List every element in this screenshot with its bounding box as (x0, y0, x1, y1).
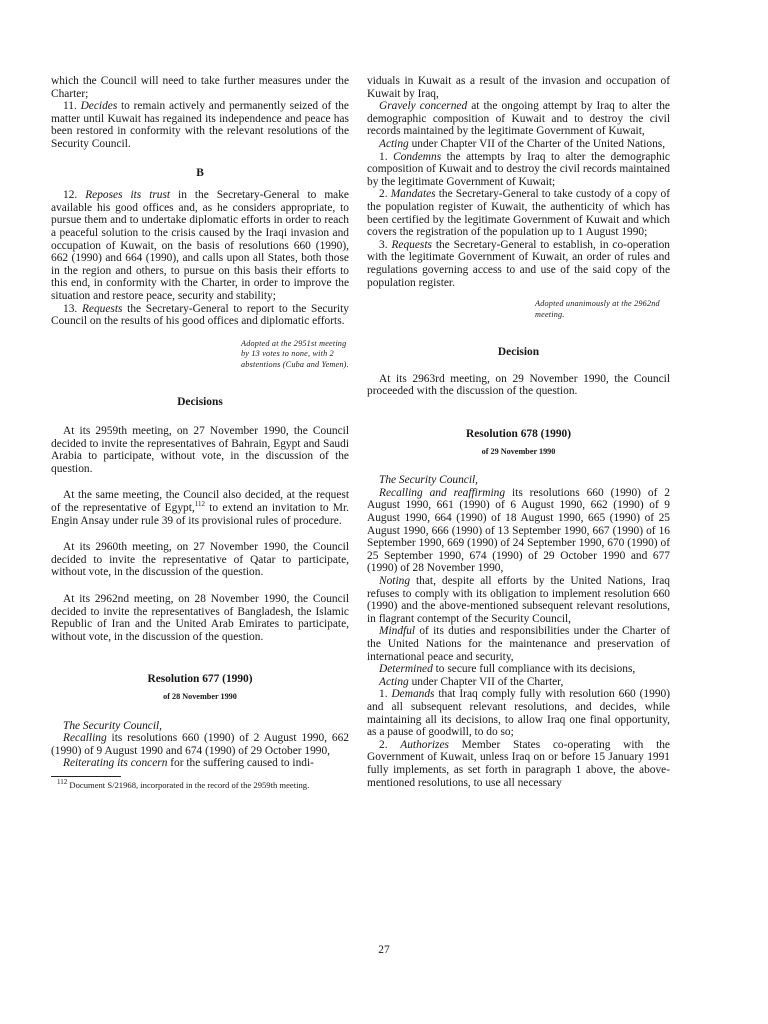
footnote-text: Document S/21968, incorporated in the record of the 2959th meeting. (67, 779, 310, 790)
operative-paragraph-2 (367, 739, 670, 789)
preamble-text: to secure full compliance with its decisions, (432, 663, 636, 676)
preamble-opener (367, 474, 670, 487)
paragraph-number: 1. (379, 150, 388, 163)
preamble-paragraph (51, 732, 349, 757)
decision-text: At the same meeting, the Council also decided, at the request of the representative of Egypt, (51, 489, 349, 515)
security-council-label: The Security Council, (379, 474, 479, 487)
preamble-verb: Determined (379, 663, 433, 676)
decision-paragraph (51, 489, 349, 527)
footnote-number: 112 (57, 778, 68, 787)
security-council-label: The Security Council, (63, 719, 163, 732)
preamble-text: at the ongoing attempt by Iraq to alter the demographic composition of Kuwait and to destroy the civil records maintained by the legitimate Government of Kuwait, (367, 100, 670, 138)
preamble-text: its resolutions 660 (1990) of 2 August 1990, 661 (1990) of 6 August 1990, 662 (1990) of 9 August 1990, 664 (1990) of 18 August 1990, 665 (1990) of 25 August 1990, 666 (1990) of 13 September 1990, 667 (1990) of 16 September 1990, 669 (1990) of 24 September 1990, 670 (1990) of 25 September 1990, 674 (1990) of 29 October 1990 and 677 (1990) of 28 November 1990, (367, 486, 670, 575)
decision-text: to extend an invitation to Mr. Engin Ansay under rule 39 of its provisional rules of procedure. (51, 502, 349, 527)
preamble-opener (51, 720, 349, 733)
right-column (367, 75, 670, 789)
paragraph-number: 2. (379, 738, 388, 751)
paragraph-text: the Secretary-General to report to the Security Council on the results of his good offices and diplomatic efforts. (51, 302, 349, 328)
adoption-note: Adopted at the 2951st meeting by 13 votes to none, with 2 abstentions (Cuba and Yemen). (241, 338, 349, 369)
operative-paragraph-1 (367, 688, 670, 738)
resolution-678-title: Resolution 678 (1990) (465, 428, 572, 441)
paragraph-number: 12. (63, 189, 78, 202)
preamble-text: that, despite all efforts by the United Nations, Iraq refuses to comply with its obligation to implement resolution 660 (1990) and the above-mentioned subsequent relevant resolutions, in flagrant contempt of the Security Council, (367, 575, 670, 625)
operative-verb: Requests (391, 238, 432, 251)
paragraph-text: to remain actively and permanently seized of the matter until Kuwait has regained its independence and peace has been restored in conformity with the relevant resolutions of the Security Council. (51, 100, 349, 150)
preamble-text: under Chapter VII of the Charter of the United Nations, (408, 137, 666, 150)
preamble-text: for the suffering caused to indi- (167, 757, 314, 770)
paragraph-text: the Secretary-General to take custody of a copy of the population register of Kuwait, the authenticity of which has been certified by the legitimate Government of Kuwait and which covers the registration of the population up to 1 August 1990; (367, 188, 670, 239)
preamble-paragraph (367, 663, 670, 676)
operative-verb: Mandates (390, 188, 436, 201)
paragraph-text: the Secretary-General to establish, in co-operation with the legitimate Government of Kuwait, an order of rules and regulations governing access to and use of the said copy of the population register. (367, 238, 670, 289)
footnote-divider (51, 776, 121, 777)
paragraph: viduals in Kuwait as a result of the invasion and occupation of Kuwait by Iraq, (367, 75, 670, 100)
resolution-677-title: Resolution 677 (1990) (147, 673, 253, 686)
operative-paragraph-1 (367, 151, 670, 189)
operative-verb: Condemns (393, 150, 442, 163)
preamble-verb: Gravely concerned (379, 100, 468, 113)
operative-verb: Demands (391, 688, 435, 701)
resolution-678-date: of 29 November 1990 (481, 446, 556, 456)
paragraph-11 (51, 100, 349, 150)
decision-paragraph: At its 2960th meeting, on 27 November 1990, the Council decided to invite the representative of Qatar to participate, without vote, in the discussion of the question. (51, 541, 349, 579)
operative-verb: Authorizes (400, 738, 449, 751)
preamble-verb: Noting (379, 575, 411, 587)
preamble-paragraph (51, 757, 349, 770)
section-b-heading: B (196, 166, 204, 179)
decision-paragraph: At its 2959th meeting, on 27 November 1990, the Council decided to invite the representatives of Bahrain, Egypt and Saudi Arabia to participate, without vote, in the discussion of the question. (51, 425, 349, 475)
preamble-text: its resolutions 660 (1990) of 2 August 1990, 662 (1990) of 9 August 1990 and 674 (1990) of 29 October 1990, (51, 732, 349, 757)
operative-paragraph-3 (367, 239, 670, 289)
paragraph-13 (51, 303, 349, 328)
preamble-paragraph (367, 625, 670, 663)
preamble-paragraph (367, 138, 670, 151)
preamble-paragraph (367, 100, 670, 138)
decision-paragraph: At its 2962nd meeting, on 28 November 1990, the Council decided to invite the representatives of Bangladesh, the Islamic Republic of Iran and the United Arab Emirates to participate, without vote, in the discussion of the question. (51, 593, 349, 643)
preamble-verb: Acting (379, 675, 409, 688)
operative-verb: Decides (80, 100, 118, 113)
paragraph-number: 3. (379, 238, 388, 251)
paragraph-text: in the Secretary-General to make available his good offices and, as he considers appropriate, to pursue them and to undertake diplomatic efforts in order to reach a peaceful solution to the crisis caused by the Iraqi invasion and occupation of Kuwait, on the basis of resolutions 660 (1990), 662 (1990) and 664 (1990), and calls upon all States, both those in the region and others, to pursue on this basis their efforts to this end, in conformity with the Charter, in order to improve the situation and restore peace, security and stability; (51, 189, 349, 302)
preamble-paragraph (367, 575, 670, 625)
adoption-note: Adopted unanimously at the 2962nd meeting. (535, 299, 660, 319)
preamble-verb: Reiterating its concern (63, 757, 168, 770)
footnote-ref: 112 (194, 500, 205, 509)
paragraph-number: 13. (63, 302, 78, 315)
decisions-heading: Decisions (177, 396, 223, 409)
preamble-verb: Recalling (63, 732, 107, 745)
operative-verb: Requests (81, 302, 123, 315)
paragraph-text: Member States co-operating with the Government of Kuwait, unless Iraq on or before 15 January 1991 fully implements, as set forth in paragraph 1 above, the above-mentioned resolutions, to use all necessary (367, 738, 670, 789)
preamble-text: under Chapter VII of the Charter, (408, 675, 564, 688)
operative-verb: Reposes its trust (85, 189, 171, 202)
left-column (51, 75, 349, 790)
preamble-paragraph (367, 487, 670, 575)
paragraph: which the Council will need to take further measures under the Charter; (51, 75, 349, 100)
preamble-verb: Recalling and reaffirming (379, 486, 506, 499)
paragraph-text: that Iraq comply fully with resolution 660 (1990) and all subsequent relevant resolutions, and decides, while maintaining all its decisions, to allow Iraq one final opportunity, as a pause of goodwill, to do so; (367, 688, 670, 739)
paragraph-number: 2. (379, 188, 388, 201)
resolution-677-date: of 28 November 1990 (163, 691, 237, 701)
paragraph-number: 1. (379, 688, 388, 701)
page-number: 27 (378, 944, 390, 956)
preamble-text: of its duties and responsibilities under the Charter of the United Nations for the maintenance and preservation of international peace and security, (367, 625, 670, 663)
operative-paragraph-2 (367, 188, 670, 238)
preamble-paragraph (367, 676, 670, 689)
footnote (51, 780, 349, 790)
preamble-verb: Acting (379, 137, 409, 150)
preamble-verb: Mindful (379, 625, 416, 638)
decision-heading: Decision (497, 346, 540, 359)
paragraph-text: the attempts by Iraq to alter the demographic composition of Kuwait and to destroy the civil records maintained by the legitimate Government of Kuwait; (367, 150, 670, 188)
paragraph-12 (51, 189, 349, 302)
paragraph-number: 11. (63, 100, 77, 113)
decision-paragraph: At its 2963rd meeting, on 29 November 1990, the Council proceeded with the discussion of the question. (367, 372, 670, 398)
